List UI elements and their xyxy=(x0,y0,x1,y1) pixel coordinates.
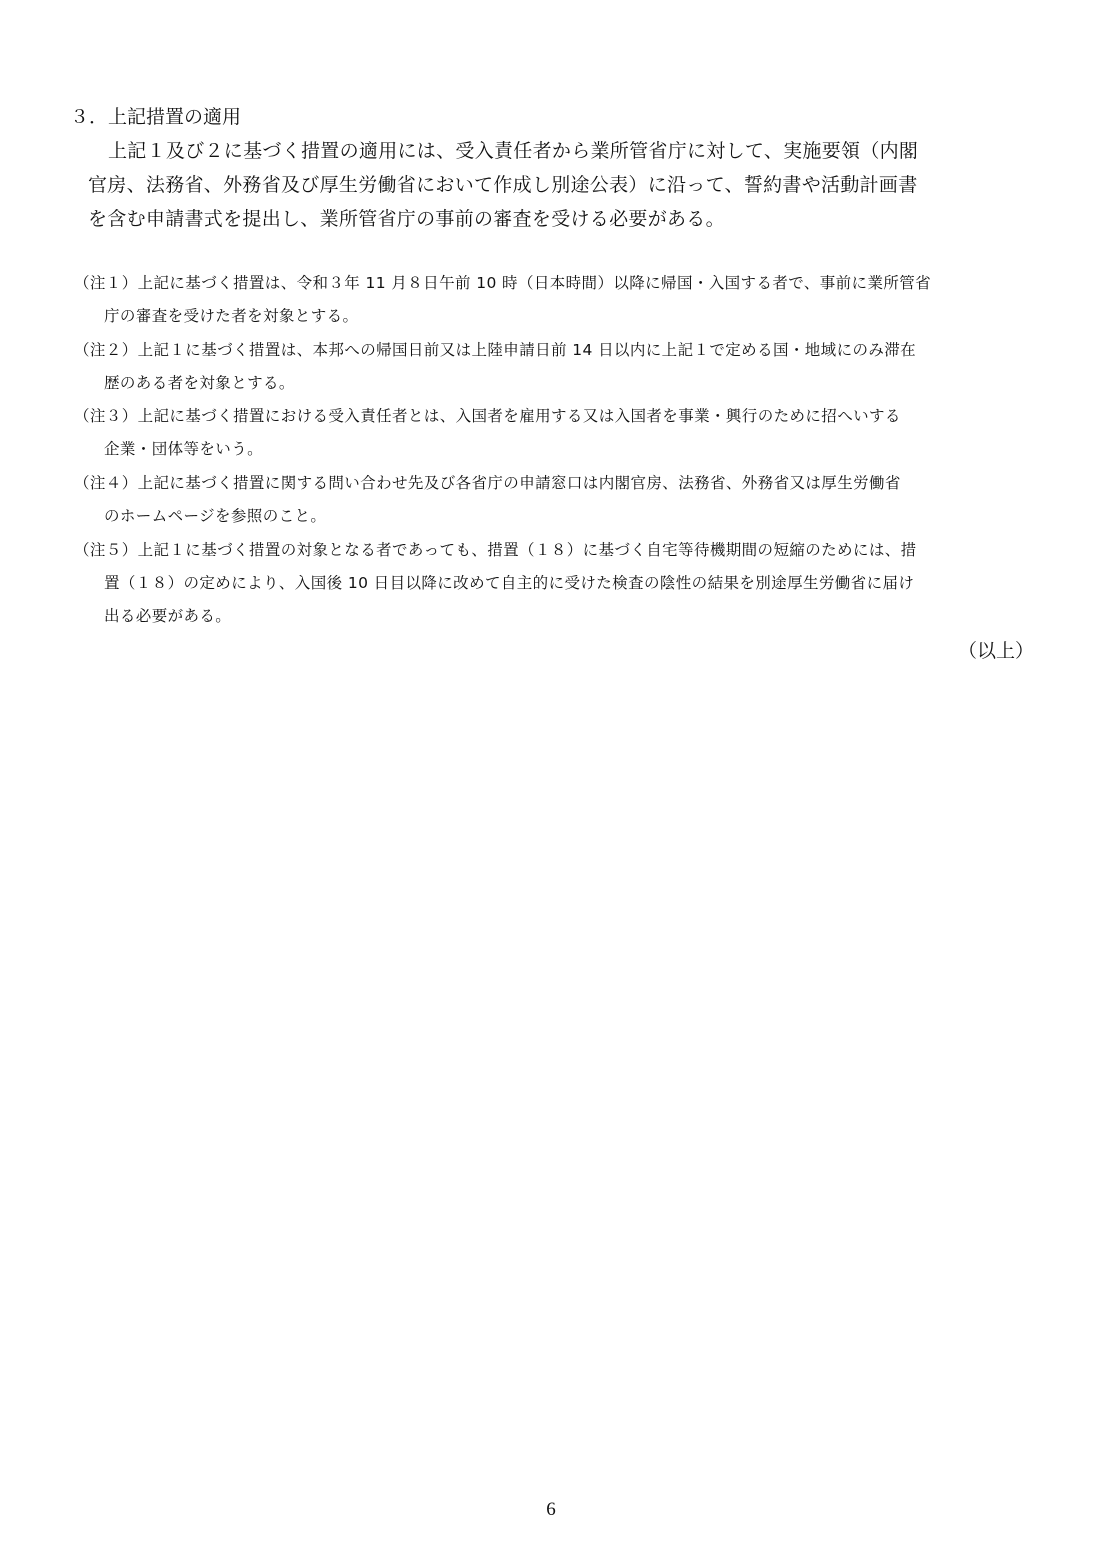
page-number: 6 xyxy=(546,1499,556,1520)
note-5-line: 出る必要がある。 xyxy=(104,607,232,625)
note-3-line: 企業・団体等をいう。 xyxy=(104,440,264,458)
closing-mark: （以上） xyxy=(958,640,1035,662)
paragraph-line: 上記１及び２に基づく措置の適用には、受入責任者から業所管省庁に対して、実施要領（内閣 xyxy=(108,140,919,162)
note-2-line: （注２）上記１に基づく措置は、本邦への帰国日前又は上陸申請日前 14 日以内に上記１で定める国・地域にのみ滞在 xyxy=(74,341,917,359)
note-4-line: のホームページを参照のこと。 xyxy=(104,507,327,525)
note-2-line: 歴のある者を対象とする。 xyxy=(104,374,295,392)
paragraph-line: を含む申請書式を提出し、業所管省庁の事前の審査を受ける必要がある。 xyxy=(88,208,725,230)
note-3-line: （注３）上記に基づく措置における受入責任者とは、入国者を雇用する又は入国者を事業・興行のために招へいする xyxy=(74,407,901,425)
note-1-line: （注１）上記に基づく措置は、令和３年 11 月８日午前 10 時（日本時間）以降に帰国・入国する者で、事前に業所管省 xyxy=(74,274,932,292)
note-1-line: 庁の審査を受けた者を対象とする。 xyxy=(104,307,359,325)
section-heading: ３．上記措置の適用 xyxy=(70,106,242,128)
paragraph-line: 官房、法務省、外務省及び厚生労働省において作成し別途公表）に沿って、誓約書や活動計画書 xyxy=(88,174,918,196)
note-4-line: （注４）上記に基づく措置に関する問い合わせ先及び各省庁の申請窓口は内閣官房、法務省、外務省又は厚生労働省 xyxy=(74,474,901,492)
note-5-line: （注５）上記１に基づく措置の対象となる者であっても、措置（１８）に基づく自宅等待機期間の短縮のためには、措 xyxy=(74,541,917,559)
note-5-line: 置（１８）の定めにより、入国後 10 日目以降に改めて自主的に受けた検査の陰性の結果を別途厚生労働省に届け xyxy=(104,574,915,592)
